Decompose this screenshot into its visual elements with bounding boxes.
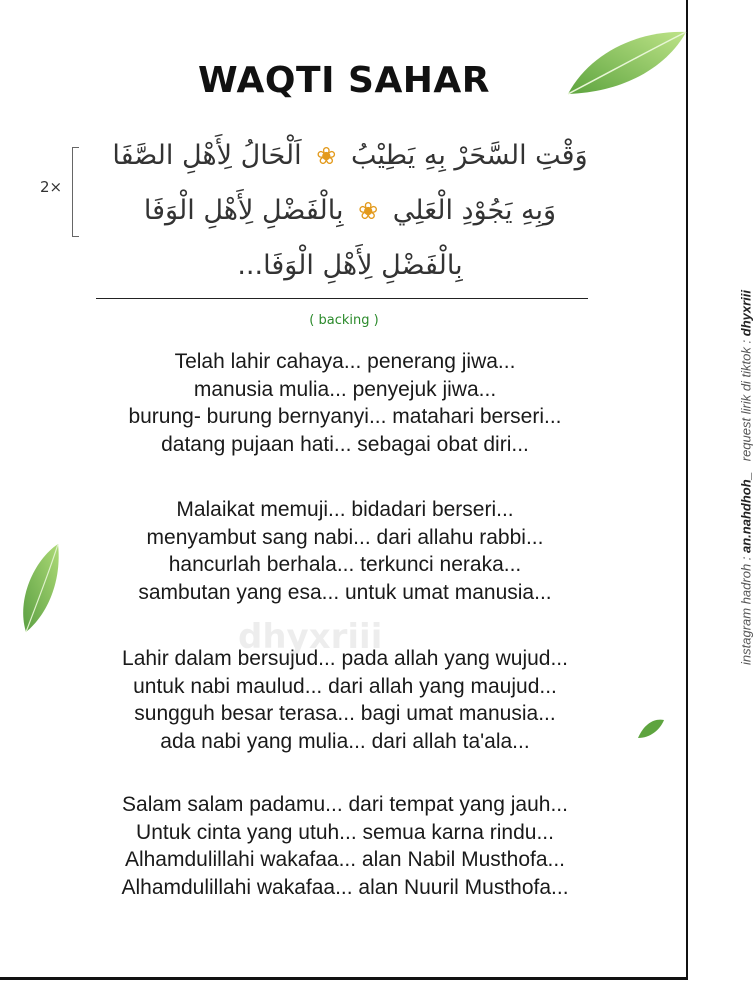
divider — [96, 298, 588, 299]
page-title: WAQTI SAHAR — [197, 60, 491, 101]
watermark: dhyxriii — [238, 617, 383, 657]
lyric-line: datang pujaan hati... sebagai obat diri... — [161, 432, 529, 456]
lyric-line: Malaikat memuji... bidadari berseri... — [176, 498, 514, 521]
arabic-line-2 — [90, 195, 610, 226]
stanza-2 — [40, 496, 650, 606]
lyric-line: Salam salam padamu... dari tempat yang jauh... — [122, 793, 568, 816]
credit-separator — [739, 461, 754, 472]
lyric-line: sungguh besar terasa... bagi umat manusia... — [134, 702, 556, 725]
lyric-line: ada nabi yang mulia... dari allah ta'ala... — [160, 729, 530, 753]
lyric-line: burung- burung bernyanyi... matahari berseri... — [128, 405, 562, 428]
lyric-line: Alhamdulillahi wakafaa... alan Nabil Musthofa... — [124, 848, 566, 871]
lyric-line: sambutan yang esa... untuk umat manusia... — [138, 580, 552, 604]
arabic-line-3: بِالْفَضْلِ لِأَهْلِ الْوَفَا... — [237, 250, 463, 281]
flower-icon: ❀ — [316, 142, 337, 170]
lyric-line: hancurlah berhala... terkunci neraka... — [168, 553, 522, 576]
lyric-line: Telah lahir cahaya... penerang jiwa... — [174, 350, 516, 373]
flower-icon: ❀ — [358, 197, 379, 225]
arabic-line-2-part-1: وَبِهِ يَجُوْدِ الْعَلِي — [392, 195, 557, 226]
lyric-line: manusia mulia... penyejuk jiwa... — [193, 377, 497, 401]
lyric-line: Untuk cinta yang utuh... semua karna rindu... — [136, 820, 554, 844]
repeat-label: 2× — [40, 178, 63, 196]
lyric-line: untuk nabi maulud... dari allah yang maujud... — [133, 674, 557, 698]
side-credit — [739, 248, 754, 708]
tiktok-label: request lirik di tiktok : — [738, 336, 754, 462]
arabic-line-2-part-2: بِالْفَضْلِ لِأَهْلِ الْوَفَا — [143, 195, 344, 226]
stanza-1 — [40, 348, 650, 458]
stanza-4 — [40, 791, 650, 901]
repeat-bracket — [72, 147, 79, 237]
backing-label: ( backing ) — [309, 313, 379, 328]
lyric-line: Lahir dalam bersujud... pada allah yang wujud... — [122, 647, 568, 670]
arabic-line-1-part-2: اَلْحَالُ لِأَهْلِ الصَّفَا — [112, 140, 302, 171]
arabic-line-1 — [90, 140, 610, 171]
lyric-line: menyambut sang nabi... dari allahu rabbi... — [146, 525, 544, 549]
instagram-label: instagram hadroh : — [738, 552, 754, 665]
lyric-line: Alhamdulillahi wakafaa... alan Nuuril Musthofa... — [121, 875, 569, 899]
tiktok-handle: dhyxriii — [738, 290, 754, 337]
stanza-3 — [40, 645, 650, 755]
instagram-handle: an.nahdhoh_ — [738, 472, 754, 553]
arabic-line-1-part-1: وَقْتِ السَّحَرْ بِهِ يَطِيْبُ — [350, 140, 588, 171]
